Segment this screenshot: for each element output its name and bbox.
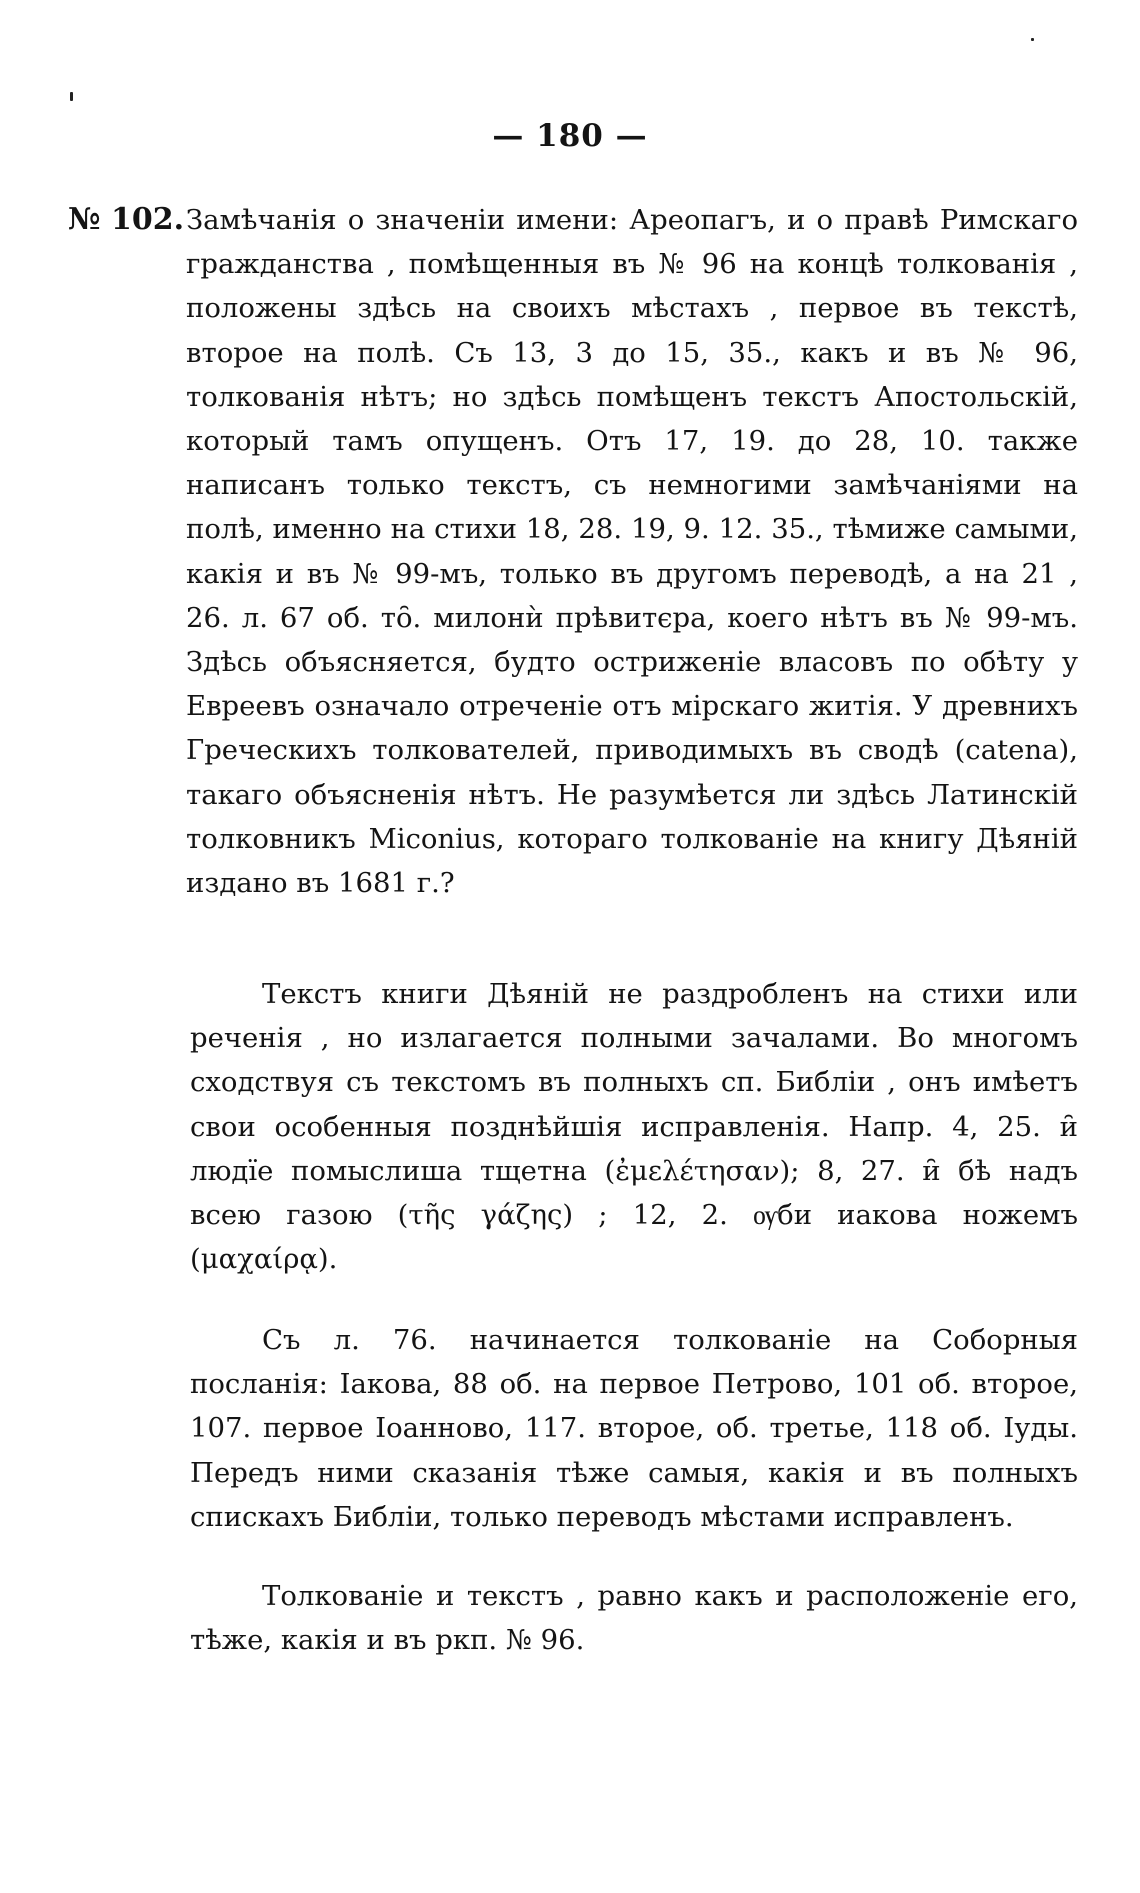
entry-text: Замѣчанія о значеніи имени: Ареопагъ, и о правѣ Римскаго гражданства , помѣщенныя въ № 96 на концѣ толкованія , положены здѣсь на своихъ мѣстахъ , первое въ текстѣ, второе на полѣ. Съ 13, 3 до 15, 35., какъ и въ № 96, толкованія нѣтъ; но здѣсь помѣщенъ текстъ Апостольскій, который тамъ опущенъ. Отъ 17, 19. до 28, 10. также написанъ только текстъ, съ немногими замѣчаніями на полѣ, именно на стихи 18, 28. 19, 9. 12. 35., тѣмиже самыми, какія и въ № 99-мъ, только въ другомъ переводѣ, а на 21 , 26. л. 67 об. то̑. милонѝ прѣвитєра, коего нѣтъ въ № 99-мъ. Здѣсь объясняется, будто остриженіе власовъ по обѣту у Евреевъ означало отреченіе отъ мірскаго житія. У древнихъ Греческихъ толкователей, приводимыхъ въ сводѣ (catena), такаго объясненія нѣтъ. Не разумѣется ли здѣсь Латинскій толковникъ Miconius, котораго толкованіе на книгу Дѣяній издано въ 1681 г.? [186, 204, 1078, 900]
paragraph-closing-note: Толкованіе и текстъ , равно какъ и расположеніе его, тѣже, какія и въ ркп. № 96. [190, 1580, 1078, 1657]
ink-speck [70, 92, 73, 101]
ink-speck [1031, 38, 1034, 41]
paragraph-catholic-epistles: Съ л. 76. начинается толкованіе на Соборныя посланія: Іакова, 88 об. на первое Петрово, 101 об. второе, 107. первое Іоанново, 117. второе, об. третье, 118 об. Іуды. Передъ ними сказанія тѣже самыя, какія и въ полныхъ спискахъ Библіи, только переводъ мѣстами исправленъ. [190, 1324, 1078, 1533]
entry-number: № 102. [68, 202, 185, 237]
paragraph-text-description: Текстъ книги Дѣяній не раздробленъ на стихи или реченія , но излагается полными зачалами. Во многомъ сходствуя съ текстомъ въ полныхъ сп. Библіи , онъ имѣетъ свои особенныя позднѣйшія исправленія. Напр. 4, 25. и̑ людїе помыслиша тщетна (ἐμελέτησαν); 8, 27. и̑ бѣ надъ всею газою (τῆς γάζης) ; 12, 2. ѹби иакова ножемъ (μαχαίρᾳ). [190, 978, 1078, 1276]
catalog-entry [68, 198, 1078, 905]
page-number: — 180 — [492, 118, 648, 154]
